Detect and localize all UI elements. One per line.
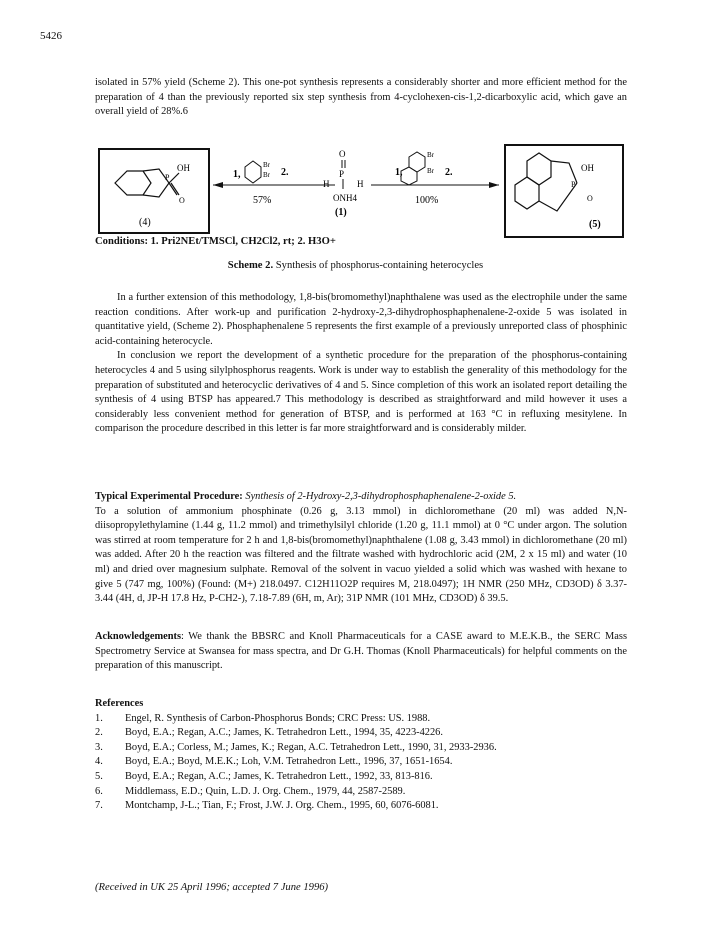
conditions: Conditions: 1. Pri2NEt/TMSCl, CH2Cl2, rt; 2. H3O+ bbox=[95, 236, 336, 247]
reference-text: Boyd, E.A.; Boyd, M.E.K.; Loh, V.M. Tetrahedron Lett., 1996, 37, 1651-1654. bbox=[125, 756, 453, 768]
svg-text:OH: OH bbox=[581, 163, 594, 173]
svg-text:P: P bbox=[571, 180, 576, 189]
step1-right: 1, bbox=[395, 167, 403, 178]
reference-text: Montchamp, J-L.; Tian, F.; Frost, J.W. J. Org. Chem., 1995, 60, 6076-6081. bbox=[125, 800, 439, 812]
reference-number: 4. bbox=[95, 756, 103, 768]
reference-number: 3. bbox=[95, 741, 103, 753]
svg-text:O: O bbox=[587, 194, 593, 203]
ack-title: Acknowledgements bbox=[95, 631, 182, 642]
product-4-structure bbox=[99, 149, 209, 233]
step1-left: 1, bbox=[233, 169, 241, 180]
reference-list bbox=[95, 712, 627, 814]
reaction-scheme bbox=[95, 143, 635, 243]
bis-bromomethyl-naphthalene bbox=[401, 152, 425, 185]
intro-text: isolated in 57% yield (Scheme 2). This one-pot synthesis represents a considerably shorter and more efficient method for the preparation of 4 than the previously reported six step synthesis from 4-cyclohexen-cis-1,2-dicarboxylic acid, which gave an overall yield of 28%.6 bbox=[95, 77, 627, 118]
product-5-label: (5) bbox=[589, 219, 601, 230]
reference-item bbox=[95, 726, 627, 741]
p-label-center: P bbox=[339, 169, 345, 179]
reference-number: 6. bbox=[95, 785, 103, 797]
dibromo-reagent-left bbox=[245, 161, 261, 183]
body-paragraphs bbox=[95, 291, 627, 437]
experimental-section bbox=[95, 490, 627, 607]
page-number: 5426 bbox=[40, 30, 62, 42]
acknowledgements bbox=[95, 630, 627, 674]
scheme-caption: Scheme 2. Synthesis of phosphorus-containing heterocycles bbox=[227, 260, 484, 271]
svg-text:H: H bbox=[323, 179, 330, 189]
product-4-label: (4) bbox=[139, 217, 151, 228]
product-5-structure bbox=[505, 145, 623, 237]
intro-paragraph bbox=[95, 76, 627, 120]
onh4-label: ONH4 bbox=[333, 193, 357, 203]
reference-number: 1. bbox=[95, 712, 103, 724]
experimental-subtitle: Synthesis of 2-Hydroxy-2,3-dihydrophosphaphenalene-2-oxide 5. bbox=[245, 491, 517, 502]
received-dates: (Received in UK 25 April 1996; accepted 7 June 1996) bbox=[95, 882, 329, 893]
reference-text: Boyd, E.A.; Regan, A.C.; James, K. Tetrahedron Lett., 1992, 33, 813-816. bbox=[125, 770, 433, 782]
o-label-left: O bbox=[179, 196, 185, 205]
reference-item bbox=[95, 712, 627, 727]
step2-left: 2. bbox=[281, 167, 289, 178]
svg-text:Br: Br bbox=[427, 167, 434, 175]
p-label-left: P bbox=[165, 173, 170, 182]
reference-text: Boyd, E.A.; Corless, M.; James, K.; Regan, A.C. Tetrahedron Lett., 1990, 31, 2933-2936. bbox=[125, 741, 497, 753]
reference-number: 2. bbox=[95, 727, 103, 739]
paragraph-conclusion: In conclusion we report the development of a synthetic procedure for the preparation of the phosphorus-containing heterocycles 4 and 5 using silylphosphorus reagents. Work is under way to establish the generality of this methodology for the preparation of substituted and heterocyclic derivatives of 4 and 5. Since completion of this work an isolated report detailing the synthesis of 4 using BTSP has appeared.7 This methodology is described as straightforward and mild however it uses a considerably less convenient method for generation of BTSP, and is performed at 163 °C in refluxing mesitylene. In comparison the procedure described in this letter is far more straightforward and is considerably milder. bbox=[95, 350, 627, 435]
yield-right: 100% bbox=[415, 195, 439, 206]
references-title: References bbox=[95, 698, 144, 709]
svg-text:H: H bbox=[357, 179, 364, 189]
reference-text: Boyd, E.A.; Regan, A.C.; James, K. Tetrahedron Lett., 1994, 35, 4223-4226. bbox=[125, 727, 443, 739]
reference-number: 5. bbox=[95, 770, 103, 782]
reference-text: Engel, R. Synthesis of Carbon-Phosphorus Bonds; CRC Press: US. 1988. bbox=[125, 712, 431, 724]
step2-right: 2. bbox=[445, 167, 453, 178]
svg-text:Br: Br bbox=[263, 161, 270, 169]
yield-left: 57% bbox=[253, 195, 272, 206]
reference-text: Middlemass, E.D.; Quin, L.D. J. Org. Chem., 1979, 44, 2587-2589. bbox=[125, 785, 406, 797]
references-section bbox=[95, 697, 627, 814]
reference-item bbox=[95, 755, 627, 770]
experimental-text: To a solution of ammonium phosphinate (0.26 g, 3.13 mmol) in dichloromethane (20 ml) was added N,N-diisopropylethylamine (1.44 g, 11.2 mmol) and trimethylsilyl chloride (1.20 g, 11.1 mmol) at 0 °C under argon. The solution was stirred at room temperature for 2 h and 1,8-bis(bromomethyl)naphthalene (1.08 g, 3.43 mmol) in dichloromethane (20 ml) was added. After 20 h the reaction was filtered and the filtrate washed with hydrochloric acid (2M, 2 x 15 ml) and water (10 ml) and dried over magnesium sulphate. Removal of the solvent in vacuo yielded a solid which was washed with hexane to give 5 (747 mg, 100%) (Found: (M+) 218.0497. C12H11O2P requires M, 218.0497); 1H NMR (250 MHz, CD3OD) δ 3.37-3.44 (4H, d, JP-H 17.8 Hz, P-CH2-), 7.18-7.89 (6H, m, Ar); 31P NMR (101 MHz, CD3OD) δ 39.5. bbox=[95, 505, 627, 605]
reference-item bbox=[95, 770, 627, 785]
reference-item bbox=[95, 785, 627, 800]
reference-item bbox=[95, 741, 627, 756]
ack-text: : We thank the BBSRC and Knoll Pharmaceuticals for a CASE award to M.E.K.B., the SERC Mass Spectrometry Service at Swansea for mass spectra, and Dr G.H. Thomas (Knoll Pharmaceuticals) for helpful comments on the preparation of this manuscript. bbox=[95, 631, 627, 672]
reference-item bbox=[95, 799, 627, 814]
paragraph-extension: In a further extension of this methodology, 1,8-bis(bromomethyl)naphthalene was used as the electrophile under the same reaction conditions. After work-up and purification 2-hydroxy-2,3-dihydrophosphaphenalene-2-oxide 5 was isolated in quantitative yield, (Scheme 2). Phosphaphenalene 5 represents the first example of a previously unreported class of phosphinic acid-containing heterocycle. bbox=[95, 292, 627, 347]
svg-text:O: O bbox=[339, 149, 346, 159]
reference-number: 7. bbox=[95, 800, 103, 812]
svg-text:Br: Br bbox=[263, 171, 270, 179]
oh-label-left: OH bbox=[177, 163, 190, 173]
reagent-1-label: (1) bbox=[335, 207, 347, 218]
svg-text:Br: Br bbox=[427, 151, 434, 159]
experimental-title: Typical Experimental Procedure: bbox=[95, 491, 243, 502]
